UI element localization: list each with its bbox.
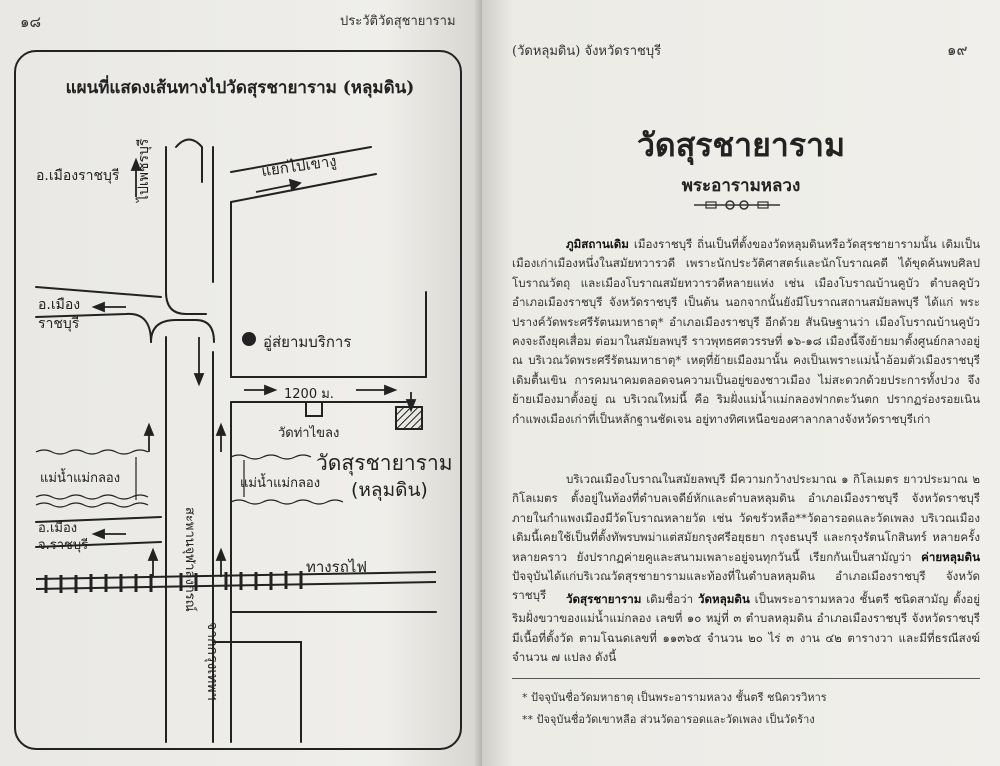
paragraph-2-bold: ค่ายหลุมดิน: [921, 549, 980, 564]
highway-left-edge: [166, 147, 206, 314]
paragraph-2-body: บริเวณเมืองโบราณในสมัยลพบุรี มีความกว้างประมาณ ๑ กิโลเมตร ยาวประมาณ ๒ กิโลเมตร ตั้งอยู่ในท้องที่ตำบลเจดีย์หักและตำบลหลุมดิน อำเภอเมืองราชบุรี จังหวัดราชบุรี ภายในกำแพงเมืองมีวัดโบราณหลายวัด เช่น วัดขรัวหลือ**วัดอารอดและวัดเพลง บริเวณเมืองเดิมนี้เคยใช้เป็นที่ตั้งทัพรบพม่าแต่สมัยกรุงศรีอยุธยา กรุงธนบุรี และกรุงรัตนโกสินทร์ หลายครั้งหลายคราว ยังปรากฏค่ายคูและสนามเพลาะอยู่จนทุกวันนี้ เรียกกันเป็นสามัญว่า: [512, 472, 980, 564]
left-page: [0, 0, 482, 766]
river-right-label: แม่น้ำแม่กลอง: [240, 476, 321, 491]
paragraph-3: [512, 590, 980, 668]
paragraph-3-lead: วัดสุรชายาราม: [566, 592, 642, 606]
railway-line-top: [36, 572, 436, 579]
paragraph-2-tail: ปัจจุบันได้แก่บริเวณวัดสุรชายารามและท้องที่ในตำบลหลุมดิน อำเภอเมืองราชบุรี จังหวัดราชบุรี: [512, 569, 980, 603]
shop-label: อู่ส่ยามบริการ: [263, 333, 352, 351]
temple-subtitle: พระอารามหลวง: [681, 176, 801, 196]
amphoe-mueang-label-2a: อ.เมือง: [38, 297, 81, 313]
u-turn-bridge: [151, 320, 214, 342]
junction-khao-ngu-label: แยกไปเขางู: [260, 151, 338, 181]
amphoe-mueang-label-1: อ.เมืองราชบุรี: [36, 168, 120, 184]
lower-right-road: [213, 642, 301, 742]
map-drawing: [16, 52, 464, 752]
right-page-number: ๑๙: [947, 41, 968, 59]
temple-marker: [396, 407, 422, 429]
ornament-divider-icon: [692, 198, 782, 212]
u-turn-top: [176, 140, 202, 183]
road-khao-ngu-bottom: [231, 174, 376, 202]
paragraph-1: [512, 235, 980, 429]
footnote-1: * ปัจจุบันชื่อวัดมหาธาตุ เป็นพระอารามหลวง ชั้นตรี ชนิดวรวิหาร: [522, 691, 827, 704]
footnote-2: ** ปัจจุบันชื่อวัดเขาหลือ ส่วนวัดอารอดและวัดเพลง เป็นวัดร้าง: [522, 713, 815, 726]
river-left-label: แม่น้ำแม่กลอง: [40, 471, 121, 486]
river-bracket-left: [136, 457, 244, 500]
wat-tha-khai-marker: [306, 402, 322, 416]
left-running-head: ประวัติวัดสุชายาราม: [340, 14, 456, 29]
amphoe-mueang-label-3b: จ.ราชบุรี: [38, 538, 89, 553]
paragraph-3-body: เป็นพระอารามหลวง ชั้นตรี ชนิดสามัญ ตั้งอยู่ริมฝั่งขวาของแม่น้ำแม่กลอง เลขที่ ๑๐ หมู่ที่ ๓ ตำบลหลุมดิน อำเภอเมืองราชบุรี จังหวัดราชบุรี มีเนื้อที่ตั้งวัด ตามโฉนดเลขที่ ๑๑๓๖๕ จำนวน ๒๐ ไร่ ๓ งาน ๔๒ ตารางวา และมีที่ธรณีสงฆ์ จำนวน ๗ แปลง ดังนี้: [512, 592, 981, 665]
map-title: แผนที่แสดงเส้นทางไปวัดสุรชายาราม (หลุมดิน): [65, 78, 415, 98]
paragraph-1-body: เมืองราชบุรี ถิ่นเป็นที่ตั้งของวัดหลุมดินหรือวัดสุรชายารามนั้น เดิมเป็นเมืองเก่าเมืองหนึ่งในสมัยทวารวดี เพราะนักประวัติศาสตร์และนักโบราณคดี ได้ขุดค้นพบศิลปโบราณวัตถุ และเมืองโบราณสมัยทวารวดีหลายแห่ง เช่น เมืองโบราณบ้านคูบัว ตำบลคูบัว อำเภอเมืองราชบุรี จังหวัดราชบุรี เป็นต้น นอกจากนั้นยังมีโบราณสถานสมัยลพบุรี ได้แก่ พระปรางค์วัดพระศรีรัตนมหาธาตุ* อำเภอเมืองราชบุรี อีกด้วย สันนิษฐานว่า เมืองโบราณบ้านคูบัว คงจะถึงยุคเสื่อม ต่อมาในสมัยลพบุรี ราวพุทธศตวรรษที่ ๑๖-๑๘ เมืองนี้จึงย้ายมาตั้งศูนย์กลางอยู่ ณ บริเวณวัดพระศรีรัตนมหาธาตุ* เหตุที่ย้ายเมืองมานั้น คงเป็นเพราะแม่น้ำอ้อมตัวเมืองราชบุรี เดิมตื้นเขิน การคมนาคมตลอดจนความเป็นอยู่ของชาวเมือง ไม่สะดวกด้วยประการทั้งปวง จึงย้ายเมืองมาตั้งอยู่ ณ บริเวณใหม่นี้ คือ ริมฝั่งแม่น้ำแม่กลองฟากตะวันตก ปรากฏร่องรอยเนินกำแพงเมืองเก่าที่เป็นหลักฐานชัดเจน อยู่ทางทิศเหนือของศาลากลางจังหวัดราชบุรีเก่า: [512, 237, 980, 426]
right-running-head: (วัดหลุมดิน) จังหวัดราชบุรี: [512, 44, 662, 59]
temple-title: วัดสุรชายาราม: [636, 126, 846, 164]
paragraph-2: [512, 470, 980, 606]
route-map: [14, 50, 462, 750]
paragraph-3-bold: วัดหลุมดิน: [697, 592, 750, 606]
paragraph-1-lead: ภูมิสถานเดิม: [566, 237, 629, 251]
paragraph-3-mid: เดิมชื่อว่า: [646, 592, 694, 606]
left-page-number: ๑๘: [20, 13, 42, 31]
right-page: [482, 0, 1000, 766]
amphoe-mueang-label-2b: ราชบุรี: [38, 316, 80, 332]
to-phetchaburi-label: ไปเพชรบุรี: [136, 138, 152, 202]
from-bangkok-label: จากกรุงเทพฯ: [204, 622, 220, 701]
footnote-rule: [512, 678, 980, 679]
amphoe-mueang-label-3a: อ.เมือง: [38, 521, 78, 536]
temple-sub-label: (หลุมดิน): [351, 479, 428, 501]
distance-label: 1200 ม.: [284, 387, 334, 402]
temple-name-label: วัดสุรชายาราม: [316, 451, 453, 475]
shop-dot: [242, 332, 256, 346]
railway-line-bottom: [36, 582, 436, 589]
bridge-label: สะพานจุฬาลงกรณ์: [182, 507, 197, 612]
wat-tha-khai-label: วัดท่าไขลง: [278, 426, 340, 441]
railway-label: ทางรถไฟ: [306, 558, 367, 576]
